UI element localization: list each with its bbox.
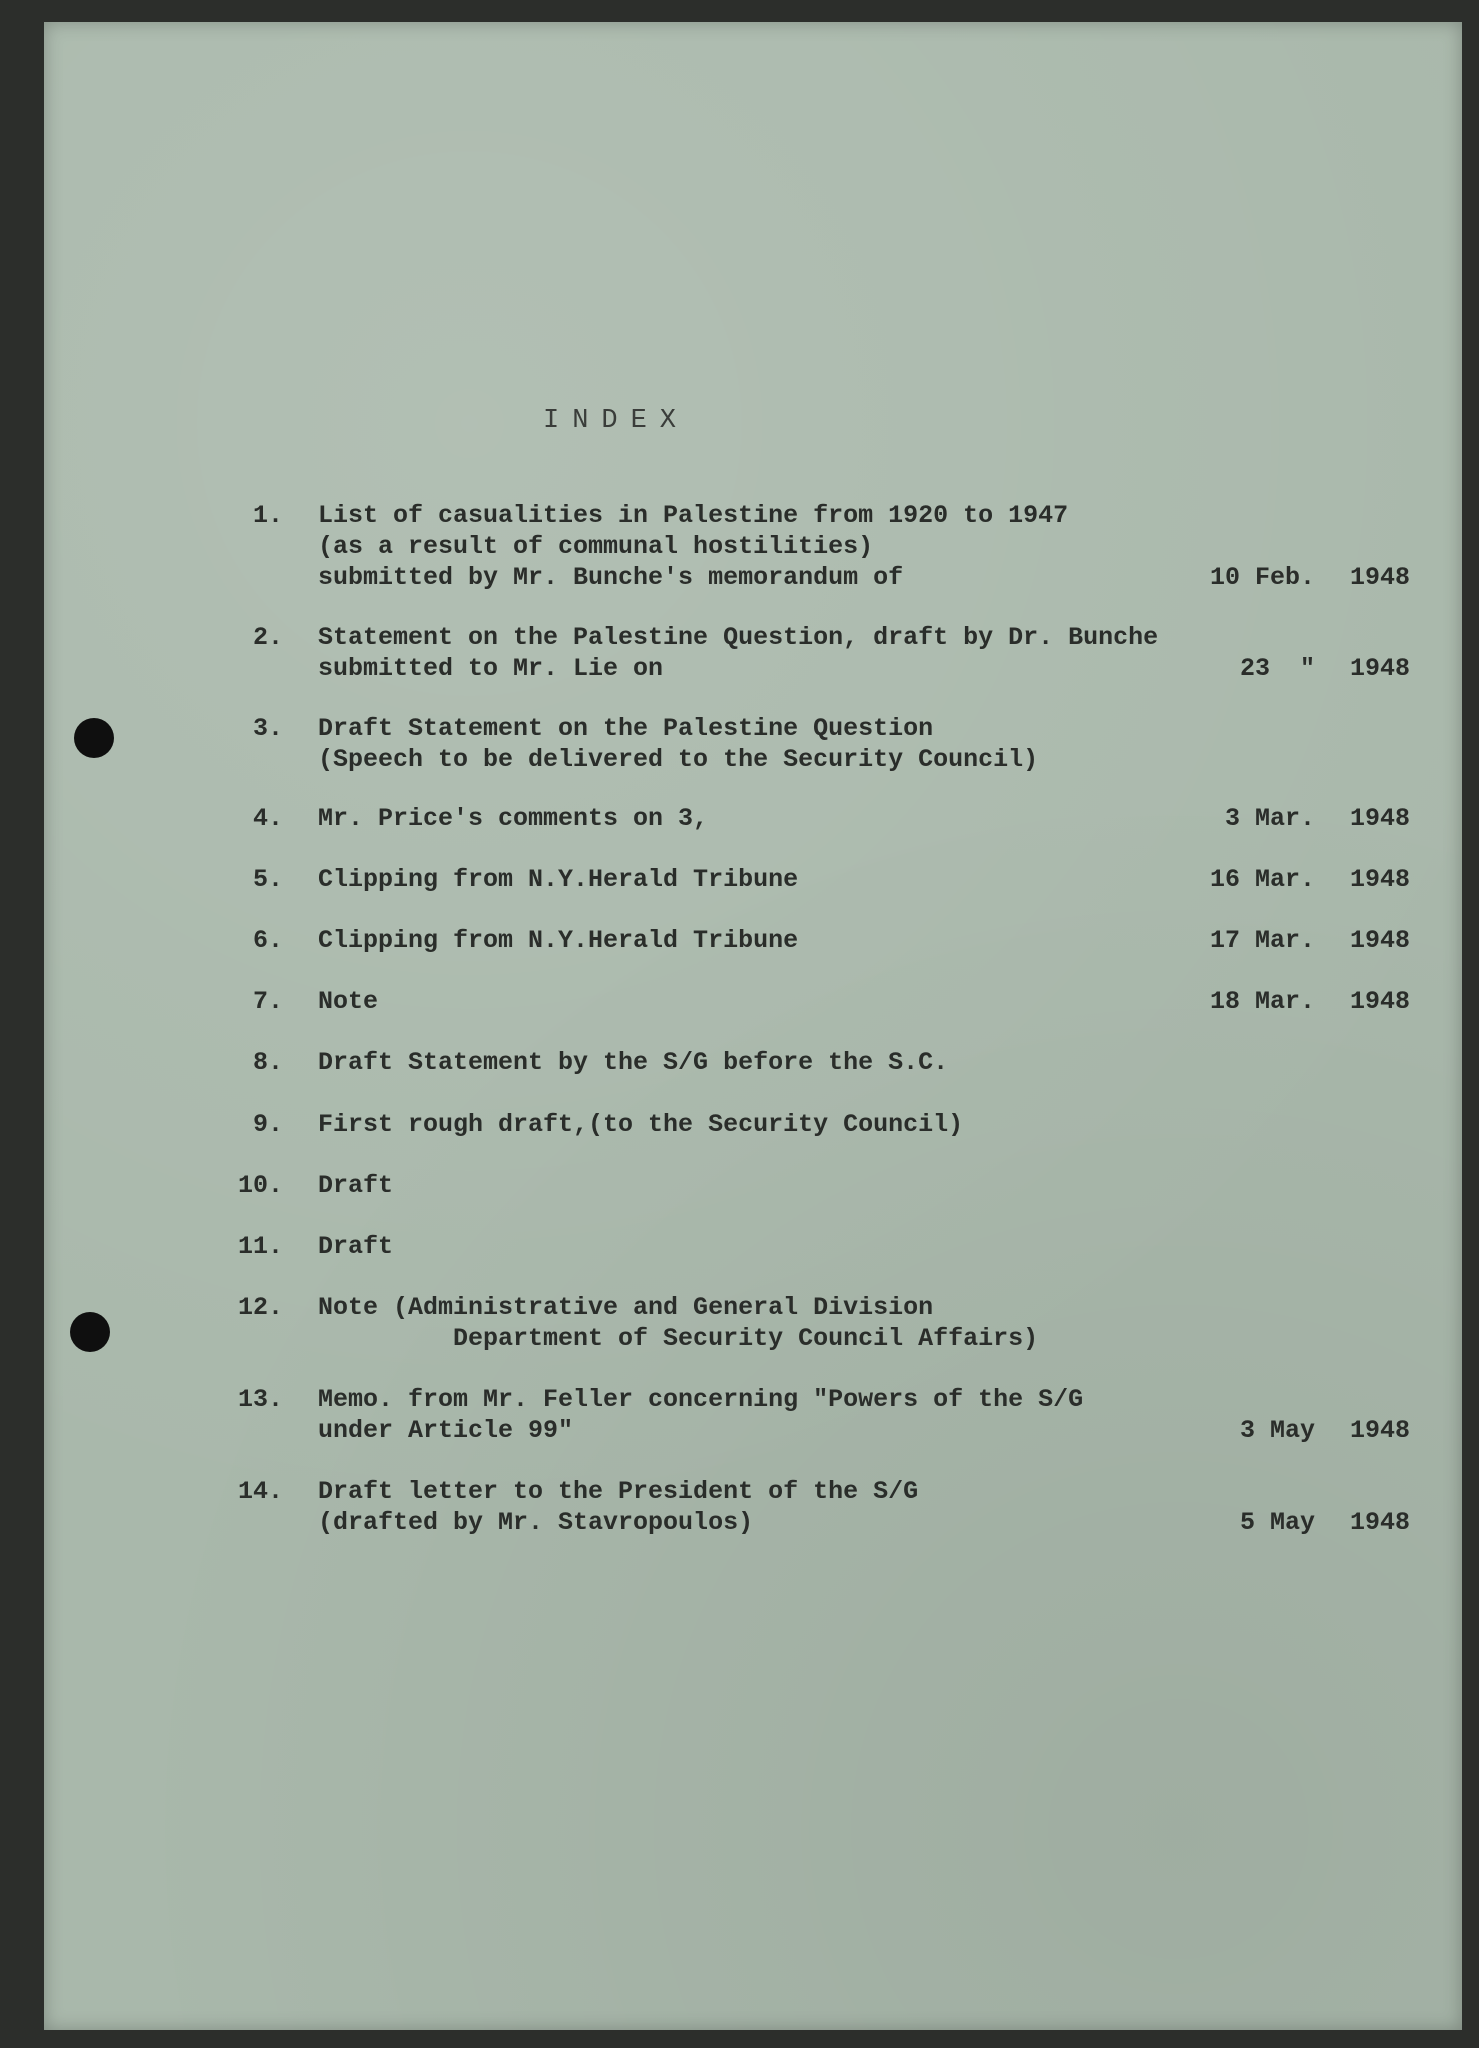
entry-number: 10. bbox=[237, 1171, 283, 1200]
entry-description-line: Statement on the Palestine Question, draft by Dr. Bunche bbox=[318, 623, 1159, 652]
entry-description bbox=[318, 986, 378, 1017]
entry-number: 11. bbox=[237, 1232, 283, 1261]
entry-description bbox=[318, 713, 1038, 775]
entry-year: 1948 bbox=[1350, 1508, 1411, 1537]
entry-year: 1948 bbox=[1350, 1416, 1411, 1445]
entry-description-line: Clipping from N.Y.Herald Tribune bbox=[318, 865, 799, 894]
entry-description-line: submitted by Mr. Bunche's memorandum of bbox=[318, 563, 904, 592]
entry-description-line: under Article 99" bbox=[318, 1416, 574, 1445]
entry-description bbox=[318, 1109, 963, 1140]
entry-year: 1948 bbox=[1350, 563, 1411, 592]
entry-description-line: Memo. from Mr. Feller concerning "Powers of the S/G bbox=[318, 1385, 1084, 1414]
entry-description bbox=[318, 1384, 1083, 1446]
index-title: INDEX bbox=[543, 406, 690, 436]
entry-date: 10 Feb. bbox=[1209, 563, 1315, 592]
entry-date: 23 " bbox=[1239, 654, 1315, 683]
entry-description-line: Draft Statement by the S/G before the S.C. bbox=[318, 1048, 949, 1077]
entry-description-line: (Speech to be delivered to the Security Council) bbox=[318, 745, 1039, 774]
entry-year: 1948 bbox=[1350, 926, 1411, 955]
entry-number: 6. bbox=[252, 926, 283, 955]
entry-description bbox=[318, 925, 798, 956]
entry-description-line: List of casualities in Palestine from 1920 to 1947 bbox=[318, 501, 1069, 530]
entry-number: 14. bbox=[237, 1477, 283, 1506]
entry-number: 9. bbox=[252, 1110, 283, 1139]
entry-description bbox=[318, 1170, 393, 1201]
entry-description-line: Draft Statement on the Palestine Question bbox=[318, 714, 934, 743]
entry-description-line: First rough draft,(to the Security Council) bbox=[318, 1110, 964, 1139]
entry-description-line: Draft letter to the President of the S/G bbox=[318, 1477, 919, 1506]
entry-description bbox=[318, 864, 798, 895]
punch-hole-top bbox=[74, 718, 114, 758]
entry-date: 18 Mar. bbox=[1209, 987, 1315, 1016]
entry-year: 1948 bbox=[1350, 654, 1411, 683]
punch-hole-bottom bbox=[70, 1312, 110, 1352]
entry-year: 1948 bbox=[1350, 987, 1411, 1016]
entry-description-line: Note bbox=[318, 987, 379, 1016]
entry-number: 7. bbox=[252, 987, 283, 1016]
entry-number: 5. bbox=[252, 865, 283, 894]
entry-description-line: (as a result of communal hostilities) bbox=[318, 532, 874, 561]
entry-number: 13. bbox=[237, 1385, 283, 1414]
entry-year: 1948 bbox=[1350, 865, 1411, 894]
document-page bbox=[44, 22, 1462, 2030]
entry-date: 16 Mar. bbox=[1209, 865, 1315, 894]
entry-description-line: Draft bbox=[318, 1171, 394, 1200]
entry-number: 2. bbox=[252, 623, 283, 652]
entry-description-line: Draft bbox=[318, 1232, 394, 1261]
entry-year: 1948 bbox=[1350, 804, 1411, 833]
entry-description bbox=[318, 622, 1158, 684]
entry-description bbox=[318, 1231, 393, 1262]
entry-number: 4. bbox=[252, 804, 283, 833]
entry-date: 5 May bbox=[1239, 1508, 1315, 1537]
entry-number: 12. bbox=[237, 1293, 283, 1322]
entry-description-line: Note (Administrative and General Division bbox=[318, 1293, 934, 1322]
entry-description bbox=[318, 803, 708, 834]
entry-number: 8. bbox=[252, 1048, 283, 1077]
entry-description-line: submitted to Mr. Lie on bbox=[318, 654, 664, 683]
entry-date: 3 Mar. bbox=[1224, 804, 1315, 833]
entry-description-line: Department of Security Council Affairs) bbox=[318, 1324, 1039, 1353]
entry-date: 3 May bbox=[1239, 1416, 1315, 1445]
entry-description bbox=[318, 500, 1068, 593]
entry-description-line: Mr. Price's comments on 3, bbox=[318, 804, 709, 833]
entry-number: 1. bbox=[252, 501, 283, 530]
entry-date: 17 Mar. bbox=[1209, 926, 1315, 955]
entry-description-line: Clipping from N.Y.Herald Tribune bbox=[318, 926, 799, 955]
entry-description bbox=[318, 1476, 918, 1538]
entry-description bbox=[318, 1047, 948, 1078]
entry-description-line: (drafted by Mr. Stavropoulos) bbox=[318, 1508, 754, 1537]
entry-description bbox=[318, 1292, 1038, 1354]
entry-number: 3. bbox=[252, 714, 283, 743]
